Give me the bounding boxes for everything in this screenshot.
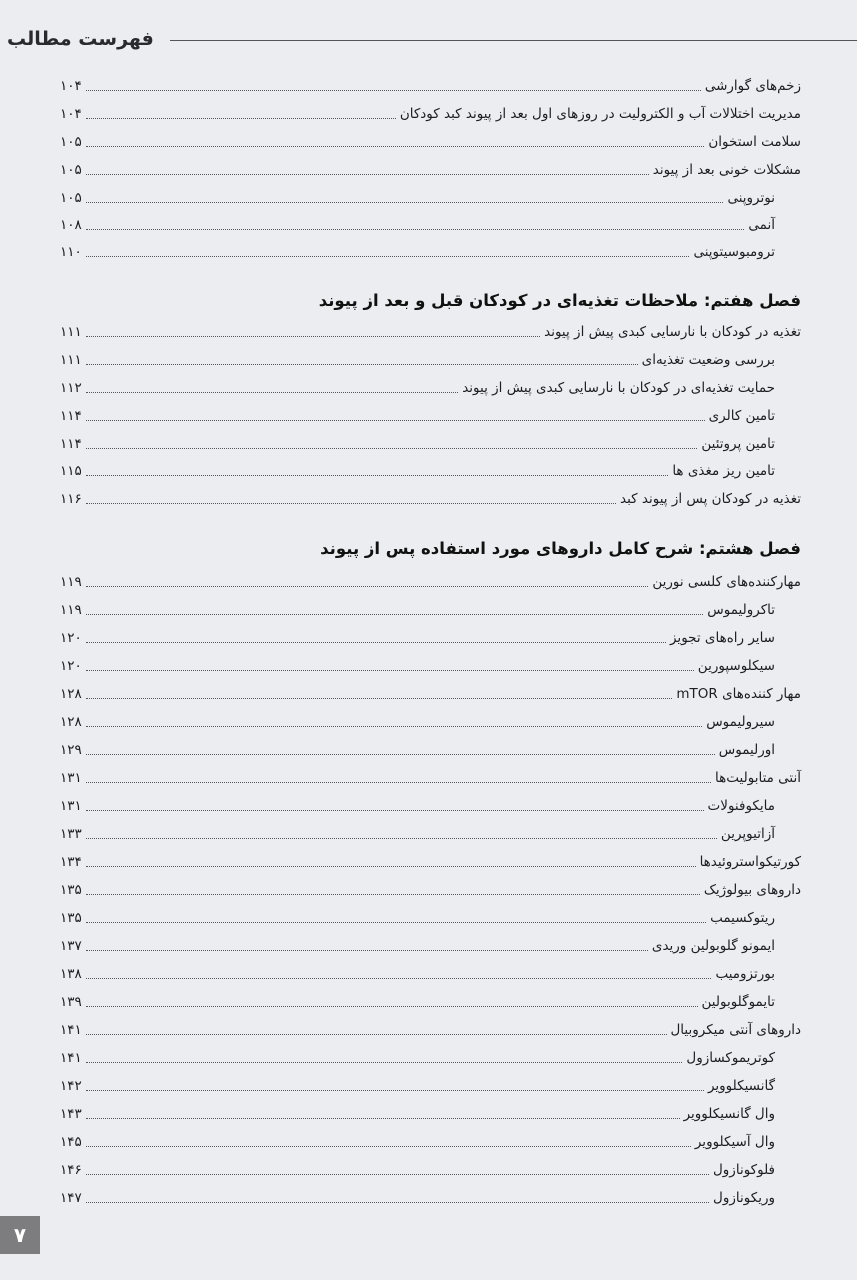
toc-subentry	[60, 186, 801, 208]
toc-entry	[60, 102, 801, 124]
dot-leader	[86, 809, 704, 811]
dot-leader	[86, 201, 723, 203]
dot-leader	[86, 1201, 709, 1203]
toc-subentry	[60, 1074, 801, 1096]
dot-leader	[86, 949, 648, 951]
toc-page-number: ۱۲۰	[60, 630, 82, 646]
toc-page-number: ۱۰۸	[60, 217, 82, 233]
toc-entry-title: گانسیکلوویر	[707, 1078, 775, 1094]
dot-leader	[86, 753, 715, 755]
toc-entry-title: داروهای آنتی میکروبیال	[670, 1022, 801, 1038]
toc-page-number: ۱۴۳	[60, 1106, 82, 1122]
toc-entry-title: داروهای بیولوژیک	[703, 882, 801, 898]
toc-page-number: ۱۱۹	[60, 602, 82, 618]
toc-entry-title: مایکوفنولات	[707, 798, 775, 814]
dot-leader	[86, 335, 540, 337]
toc-entry	[60, 320, 801, 342]
toc-entry-title: ایمونو گلوبولین وریدی	[651, 938, 775, 954]
toc-subentry	[60, 1130, 801, 1152]
toc-page-number: ۱۰۵	[60, 162, 82, 178]
toc-page-number: ۱۲۰	[60, 658, 82, 674]
dot-leader	[86, 1061, 682, 1063]
dot-leader	[86, 669, 694, 671]
toc-page-number: ۱۱۴	[60, 436, 82, 452]
toc-entry-title: وریکونازول	[713, 1190, 775, 1206]
toc-subentry	[60, 794, 801, 816]
dot-leader	[86, 1117, 680, 1119]
dot-leader	[86, 363, 638, 365]
toc-page-number: ۱۱۲	[60, 380, 82, 396]
toc-entry-title: مهارکننده‌های کلسی نورین	[652, 574, 801, 590]
toc-subentry	[60, 962, 801, 984]
dot-leader	[86, 781, 711, 783]
toc-page-number: ۱۱۶	[60, 491, 82, 507]
toc-entry-title: ریتوکسیمب	[710, 910, 775, 926]
toc-subentry	[60, 376, 801, 398]
dot-leader	[86, 255, 689, 257]
dot-leader	[86, 145, 704, 147]
dot-leader	[86, 173, 649, 175]
toc-entry-title: اورلیموس	[718, 742, 775, 758]
toc-subentry	[60, 626, 801, 648]
toc-subentry	[60, 598, 801, 620]
toc-page-number: ۱۲۸	[60, 686, 82, 702]
toc-entry-title: وال گانسیکلوویر	[683, 1106, 775, 1122]
dot-leader	[86, 502, 616, 504]
toc-entry-title: سایر راه‌های تجویز	[669, 630, 775, 646]
dot-leader	[86, 1145, 691, 1147]
dot-leader	[86, 447, 697, 449]
toc-entry	[60, 570, 801, 592]
dot-leader	[86, 1173, 709, 1175]
dot-leader	[86, 474, 668, 476]
toc-entry	[60, 850, 801, 872]
toc-subentry	[60, 822, 801, 844]
toc-entry-title: سیرولیموس	[706, 714, 775, 730]
toc-entry-title: تامین ریز مغذی ها	[672, 463, 775, 479]
toc-subentry	[60, 906, 801, 928]
toc-subentry	[60, 1046, 801, 1068]
dot-leader	[86, 1089, 704, 1091]
chapter-heading: فصل هشتم: شرح کامل داروهای مورد استفاده پس از پیوند	[320, 539, 801, 558]
dot-leader	[86, 391, 458, 393]
dot-leader	[86, 1033, 667, 1035]
toc-entry-title: مدیریت اختلالات آب و الکترولیت در روزهای اول بعد از پیوند کبد کودکان	[399, 106, 801, 122]
toc-page-number: ۱۳۳	[60, 826, 82, 842]
toc-entry	[60, 682, 801, 704]
toc-subentry	[60, 348, 801, 370]
toc-entry	[60, 74, 801, 96]
dot-leader	[86, 585, 648, 587]
toc-entry-title: تغذیه در کودکان پس از پیوند کبد	[620, 491, 801, 507]
toc-entry-title: آزاتیوپرین	[720, 826, 775, 842]
toc-page-number: ۱۰۴	[60, 78, 82, 94]
toc-entry-title: وال آسیکلوویر	[694, 1134, 775, 1150]
page-header-title: فهرست مطالب	[7, 28, 154, 50]
toc-subentry	[60, 990, 801, 1012]
toc-page-number: ۱۳۷	[60, 938, 82, 954]
toc-entry-title: کوتریموکسازول	[686, 1050, 775, 1066]
toc-page-number: ۱۱۹	[60, 574, 82, 590]
toc-entry	[60, 130, 801, 152]
toc-page-number: ۱۳۵	[60, 882, 82, 898]
toc-page-number: ۱۳۴	[60, 854, 82, 870]
toc-subentry	[60, 1102, 801, 1124]
toc-entry-title: سیکلوسپورین	[697, 658, 775, 674]
toc-entry-title: مهار کننده‌های mTOR	[676, 686, 801, 702]
toc-entry-title: سلامت استخوان	[708, 134, 801, 150]
toc-subentry	[60, 738, 801, 760]
toc-subentry	[60, 240, 801, 262]
toc-page-number: ۱۳۱	[60, 798, 82, 814]
toc-entry	[60, 878, 801, 900]
toc-subentry	[60, 404, 801, 426]
toc-subentry	[60, 213, 801, 235]
toc-page-number: ۱۴۲	[60, 1078, 82, 1094]
toc-page-number: ۱۱۱	[60, 324, 82, 340]
toc-page-number: ۱۴۱	[60, 1050, 82, 1066]
toc-entry-title: بورتزومیب	[715, 966, 775, 982]
toc-entry-title: حمایت تغذیه‌ای در کودکان با نارسایی کبدی پیش از پیوند	[462, 380, 775, 396]
toc-subentry	[60, 432, 801, 454]
chapter-heading: فصل هفتم: ملاحظات تغذیه‌ای در کودکان قبل و بعد از پیوند	[318, 291, 801, 310]
toc-entry-title: بررسی وضعیت تغذیه‌ای	[641, 352, 775, 368]
toc-page-number: ۱۰۵	[60, 190, 82, 206]
toc-entry-title: زخم‌های گوارشی	[704, 78, 801, 94]
toc-subentry	[60, 1158, 801, 1180]
toc-entry-title: تامین کالری	[708, 408, 775, 424]
toc-subentry	[60, 459, 801, 481]
toc-page-number: ۱۱۵	[60, 463, 82, 479]
toc-page-number: ۱۳۵	[60, 910, 82, 926]
toc-page-number: ۱۳۸	[60, 966, 82, 982]
dot-leader	[86, 977, 711, 979]
toc-entry-title: کورتیکواستروئیدها	[699, 854, 801, 870]
toc-page-number: ۱۳۱	[60, 770, 82, 786]
toc-entry-title: نوتروپنی	[727, 190, 775, 206]
toc-entry-title: تامین پروتئین	[701, 436, 775, 452]
toc-page-number: ۱۰۴	[60, 106, 82, 122]
toc-entry-title: مشکلات خونی بعد از پیوند	[652, 162, 801, 178]
toc-entry-title: آنمی	[748, 217, 775, 233]
dot-leader	[86, 921, 706, 923]
toc-subentry	[60, 654, 801, 676]
toc-subentry	[60, 710, 801, 732]
dot-leader	[86, 228, 744, 230]
toc-page-number: ۱۳۹	[60, 994, 82, 1010]
toc-entry-title: آنتی متابولیت‌ها	[715, 770, 801, 786]
dot-leader	[86, 641, 666, 643]
toc-page-number: ۱۰۵	[60, 134, 82, 150]
toc-page-number: ۱۱۱	[60, 352, 82, 368]
toc-entry	[60, 1018, 801, 1040]
dot-leader	[86, 725, 702, 727]
dot-leader	[86, 837, 717, 839]
dot-leader	[86, 89, 701, 91]
dot-leader	[86, 1005, 698, 1007]
toc-subentry	[60, 1186, 801, 1208]
toc-subentry	[60, 934, 801, 956]
toc-entry-title: تاکرولیموس	[707, 602, 775, 618]
toc-page-number: ۱۴۵	[60, 1134, 82, 1150]
dot-leader	[86, 117, 396, 119]
dot-leader	[86, 865, 696, 867]
dot-leader	[86, 613, 703, 615]
dot-leader	[86, 419, 705, 421]
page-number-badge: ۷	[0, 1216, 40, 1254]
toc-page-number: ۱۴۷	[60, 1190, 82, 1206]
toc-entry-title: فلوکونازول	[712, 1162, 775, 1178]
toc-page-number: ۱۴۶	[60, 1162, 82, 1178]
dot-leader	[86, 697, 672, 699]
toc-page-number: ۱۲۹	[60, 742, 82, 758]
toc-entry	[60, 158, 801, 180]
toc-page-number: ۱۲۸	[60, 714, 82, 730]
toc-page-number: ۱۱۰	[60, 244, 82, 260]
dot-leader	[86, 893, 700, 895]
toc-entry-title: ترومبوسیتوپنی	[693, 244, 775, 260]
toc-entry-title: تغذیه در کودکان با نارسایی کبدی پیش از پیوند	[544, 324, 801, 340]
toc-entry	[60, 766, 801, 788]
toc-page-number: ۱۱۴	[60, 408, 82, 424]
toc-page-number: ۱۴۱	[60, 1022, 82, 1038]
toc-entry-title: تایموگلوبولین	[701, 994, 775, 1010]
toc-entry	[60, 487, 801, 509]
